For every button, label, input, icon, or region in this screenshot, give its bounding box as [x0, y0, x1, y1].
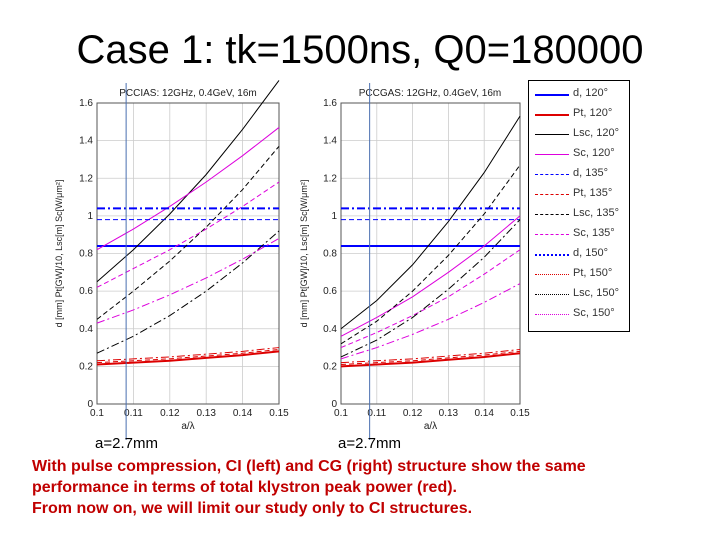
legend-item — [535, 106, 629, 124]
chart2-series-line — [341, 116, 520, 329]
legend-label: d, 120° — [573, 87, 608, 99]
slide-title: Case 1: tk=1500ns, Q0=180000 — [76, 28, 644, 72]
legend-swatch — [535, 94, 569, 96]
legend-item — [535, 226, 629, 244]
chart1-y-tick-label: 1.4 — [79, 135, 93, 147]
chart2-y-tick-label: 0.6 — [323, 286, 337, 298]
chart2-y-axis-label: d [mm] Pt[GW]/10, Lsc[m] Sc[W/μm²] — [299, 179, 309, 328]
legend-item — [535, 266, 629, 284]
caption — [32, 456, 712, 519]
legend-label: Lsc, 120° — [573, 127, 619, 139]
legend-item — [535, 246, 629, 264]
legend-label: Pt, 120° — [573, 107, 613, 119]
chart1-title: PCCIAS: 12GHz, 0.4GeV, 16m — [119, 88, 257, 99]
legend — [528, 80, 630, 332]
chart2-series-line — [341, 165, 520, 344]
chart2-y-tick-label: 1.2 — [323, 173, 337, 185]
caption-line-3: From now on, we will limit our study only to CI structures. — [32, 500, 473, 517]
legend-swatch — [535, 254, 569, 256]
left-marker-label: a=2.7mm — [95, 435, 158, 452]
legend-swatch — [535, 274, 569, 275]
legend-swatch — [535, 154, 569, 155]
legend-label: Pt, 135° — [573, 187, 613, 199]
legend-label: Lsc, 135° — [573, 207, 619, 219]
chart2-y-tick-label: 0.4 — [323, 323, 337, 335]
chart1-y-tick-label: 0.6 — [79, 286, 93, 298]
chart1-y-tick-label: 1.6 — [79, 98, 93, 109]
right-marker-label: a=2.7mm — [338, 435, 401, 452]
chart1-series-line — [97, 146, 279, 319]
chart2-x-tick-label: 0.15 — [510, 408, 530, 419]
legend-label: d, 150° — [573, 247, 608, 259]
chart1-x-tick-label: 0.15 — [269, 408, 289, 419]
chart2-title: PCCGAS: 12GHz, 0.4GeV, 16m — [358, 88, 502, 99]
chart2-series-line — [341, 216, 520, 336]
chart1-series-line — [97, 238, 279, 323]
legend-item — [535, 186, 629, 204]
legend-item — [535, 166, 629, 184]
chart1-series-line — [97, 231, 279, 353]
legend-swatch — [535, 114, 569, 116]
chart2-y-tick-label: 0 — [331, 399, 337, 410]
chart1-series-line — [97, 127, 279, 249]
legend-label: Lsc, 150° — [573, 287, 619, 299]
legend-item — [535, 86, 629, 104]
legend-item — [535, 286, 629, 304]
chart2-x-tick-label: 0.12 — [402, 408, 423, 419]
chart2-x-tick-label: 0.13 — [438, 408, 459, 419]
legend-label: Sc, 135° — [573, 227, 615, 239]
chart1-x-tick-label: 0.1 — [90, 408, 104, 419]
chart2-y-tick-label: 1.6 — [323, 98, 337, 109]
chart1-series-line — [97, 80, 279, 281]
chart1-y-tick-label: 0.8 — [79, 248, 93, 260]
chart2-x-tick-label: 0.14 — [474, 408, 494, 419]
legend-swatch — [535, 194, 569, 195]
legend-label: d, 135° — [573, 167, 608, 179]
chart2-y-tick-label: 0.8 — [323, 248, 337, 260]
chart1-y-axis-label: d [mm] Pt[GW]/10, Lsc[m] Sc[W/μm²] — [54, 179, 64, 328]
legend-swatch — [535, 214, 569, 215]
legend-item — [535, 146, 629, 164]
chart2-series-line — [341, 250, 520, 348]
chart2-x-tick-label: 0.11 — [367, 408, 387, 419]
chart2-x-axis-label: a/λ — [423, 421, 438, 432]
chart1-x-tick-label: 0.13 — [196, 408, 216, 419]
chart1-x-axis-label: a/λ — [181, 421, 195, 432]
legend-item — [535, 306, 629, 324]
chart2-series-line — [341, 284, 520, 359]
chart2-y-tick-label: 0.2 — [323, 361, 337, 373]
caption-line-2: performance in terms of total klystron peak power (red). — [32, 479, 457, 496]
legend-swatch — [535, 234, 569, 235]
chart1-y-tick-label: 1 — [87, 210, 93, 222]
legend-swatch — [535, 134, 569, 135]
chart1-y-tick-label: 1.2 — [79, 173, 93, 185]
chart1-x-tick-label: 0.11 — [124, 408, 143, 419]
chart2-series-line — [341, 220, 520, 357]
chart2-y-tick-label: 1 — [331, 210, 337, 222]
legend-swatch — [535, 294, 569, 295]
legend-swatch — [535, 174, 569, 175]
legend-item — [535, 206, 629, 224]
chart1-x-tick-label: 0.14 — [232, 408, 253, 419]
chart2-y-tick-label: 1.4 — [323, 135, 337, 147]
legend-item — [535, 126, 629, 144]
chart1-x-tick-label: 0.12 — [160, 408, 180, 419]
legend-label: Sc, 120° — [573, 147, 615, 159]
chart1-y-tick-label: 0 — [87, 399, 93, 410]
chart2-x-tick-label: 0.1 — [334, 408, 348, 419]
legend-label: Sc, 150° — [573, 307, 615, 319]
legend-swatch — [535, 314, 569, 315]
chart2-series-line — [341, 351, 520, 364]
chart1-y-tick-label: 0.2 — [79, 361, 93, 373]
caption-line-1: With pulse compression, CI (left) and CG (right) structure show the same — [32, 458, 586, 475]
chart1-y-tick-label: 0.4 — [79, 323, 93, 335]
legend-label: Pt, 150° — [573, 267, 613, 279]
